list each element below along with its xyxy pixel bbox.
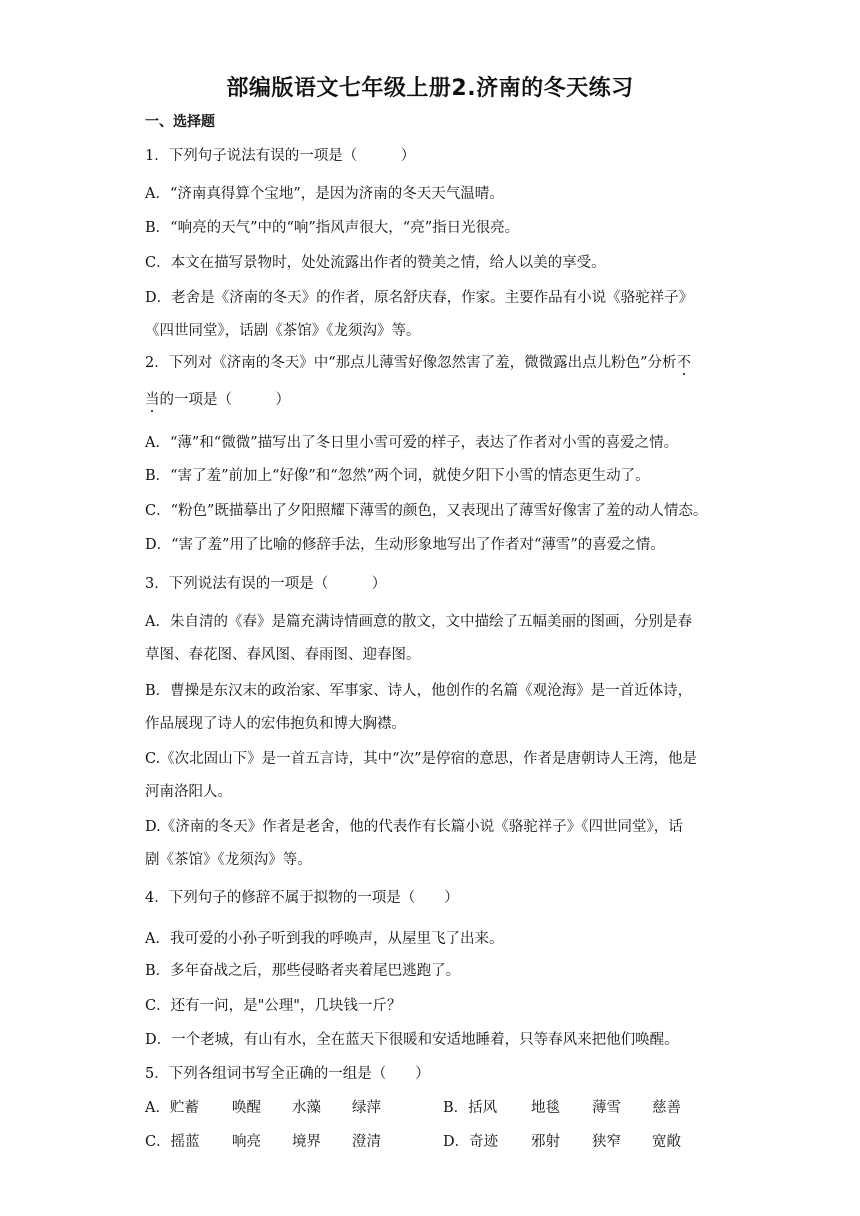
page-title: 部编版语文七年级上册2.济南的冬天练习 — [226, 76, 634, 101]
q3-stem: 3．下列说法有误的一项是（ ） — [145, 576, 387, 592]
q3-option-d-line1: D.《济南的冬天》作者是老舍，他的代表作有长篇小说《骆驼祥子》《四世同堂》，话 — [145, 819, 683, 835]
q5-option-c-word: 响亮 — [232, 1134, 261, 1150]
q3-option-a-line1: A．朱自清的《春》是篇充满诗情画意的散文，文中描绘了五幅美丽的图画，分别是春 — [145, 614, 692, 630]
q5-option-b-label: B．括风 — [443, 1100, 498, 1116]
q2-option-b: B．“害了羞”前加上“好像”和“忽然”两个词，就使夕阳下小雪的情态更生动了。 — [145, 468, 650, 484]
q1-stem: 1．下列句子说法有误的一项是（ ） — [145, 148, 416, 164]
q2-stem-line2 — [145, 390, 725, 410]
q2-option-a: A．“薄”和“微微”描写出了冬日里小雪可爱的样子，表达了作者对小雪的喜爱之情。 — [145, 435, 679, 451]
q4-option-b: B．多年奋战之后，那些侵略者夹着尾巴逃跑了。 — [145, 963, 461, 979]
q4-option-d: D．一个老城，有山有水，全在蓝天下很暖和安适地睡着，只等春风来把他们唤醒。 — [145, 1032, 679, 1048]
q5-option-d-word: 宽敞 — [652, 1134, 681, 1150]
q5-option-c-word: 澄清 — [352, 1134, 381, 1150]
q2-option-d: D．“害了羞”用了比喻的修辞手法，生动形象地写出了作者对“薄雪”的喜爱之情。 — [145, 537, 665, 553]
emphasis-char: 当 — [145, 392, 160, 408]
q4-option-a: A．我可爱的小孙子听到我的呼唤声，从屋里飞了出来。 — [145, 931, 504, 947]
q4-stem: 4．下列句子的修辞不属于拟物的一项是（ ） — [145, 890, 459, 906]
q5-option-a-label: A．贮蓄 — [145, 1100, 199, 1116]
q5-option-c-label: C．摇蓝 — [145, 1134, 200, 1150]
q5-option-d-word: 狭窄 — [592, 1134, 621, 1150]
q3-option-c-line1: C.《次北固山下》是一首五言诗，其中“次”是停宿的意思，作者是唐朝诗人王湾，他是 — [145, 751, 698, 767]
q1-option-a: A．“济南真得算个宝地”，是因为济南的冬天天气温晴。 — [145, 186, 504, 202]
q5-option-b-word: 慈善 — [652, 1100, 681, 1116]
q3-option-a-line2: 草图、春花图、春风图、春雨图、迎春图。 — [145, 647, 421, 663]
q5-option-a-word: 绿萍 — [352, 1100, 381, 1116]
q3-option-d-line2: 剧《茶馆》《龙须沟》等。 — [145, 852, 312, 868]
q2-stem-text: 的一项是（ ） — [159, 392, 290, 408]
q2-stem-text: 2．下列对《济南的冬天》中“那点儿薄雪好像忽然害了羞，微微露出点儿粉色”分析 — [145, 355, 677, 371]
q5-option-a-word: 水藻 — [292, 1100, 321, 1116]
q5-option-d-label: D．奇迹 — [443, 1134, 499, 1150]
q1-option-c: C．本文在描写景物时，处处流露出作者的赞美之情，给人以美的享受。 — [145, 255, 606, 271]
q5-option-c-word: 境界 — [292, 1134, 321, 1150]
q3-option-b-line1: B．曹操是东汉末的政治家、军事家、诗人，他创作的名篇《观沧海》是一首近体诗， — [145, 683, 693, 699]
q2-stem-line1 — [145, 353, 725, 373]
q5-stem: 5．下列各组词书写全正确的一组是（ ） — [145, 1066, 430, 1082]
q5-option-a-word: 唤醒 — [232, 1100, 261, 1116]
emphasis-char: 不 — [676, 355, 692, 371]
section-heading: 一、选择题 — [145, 114, 215, 130]
q3-option-c-line2: 河南洛阳人。 — [145, 784, 232, 800]
q1-option-d-line2: 《四世同堂》，话剧《茶馆》《龙须沟》等。 — [145, 323, 421, 339]
q5-option-b-word: 薄雪 — [592, 1100, 621, 1116]
q3-option-b-line2: 作品展现了诗人的宏伟抱负和博大胸襟。 — [145, 716, 406, 732]
q1-option-b: B．“响亮的天气”中的“响”指风声很大，“亮”指日光很亮。 — [145, 220, 520, 236]
q1-option-d-line1: D．老舍是《济南的冬天》的作者，原名舒庆春，作家。主要作品有小说《骆驼祥子》 — [145, 290, 694, 306]
q2-option-c: C．“粉色”既描摹出了夕阳照耀下薄雪的颜色，又表现出了薄雪好像害了羞的动人情态。 — [145, 503, 708, 519]
q4-option-c: C．还有一问，是"公理"，几块钱一斤？ — [145, 998, 402, 1014]
q5-option-b-word: 地毯 — [531, 1100, 560, 1116]
q5-option-d-word: 邪射 — [531, 1134, 560, 1150]
